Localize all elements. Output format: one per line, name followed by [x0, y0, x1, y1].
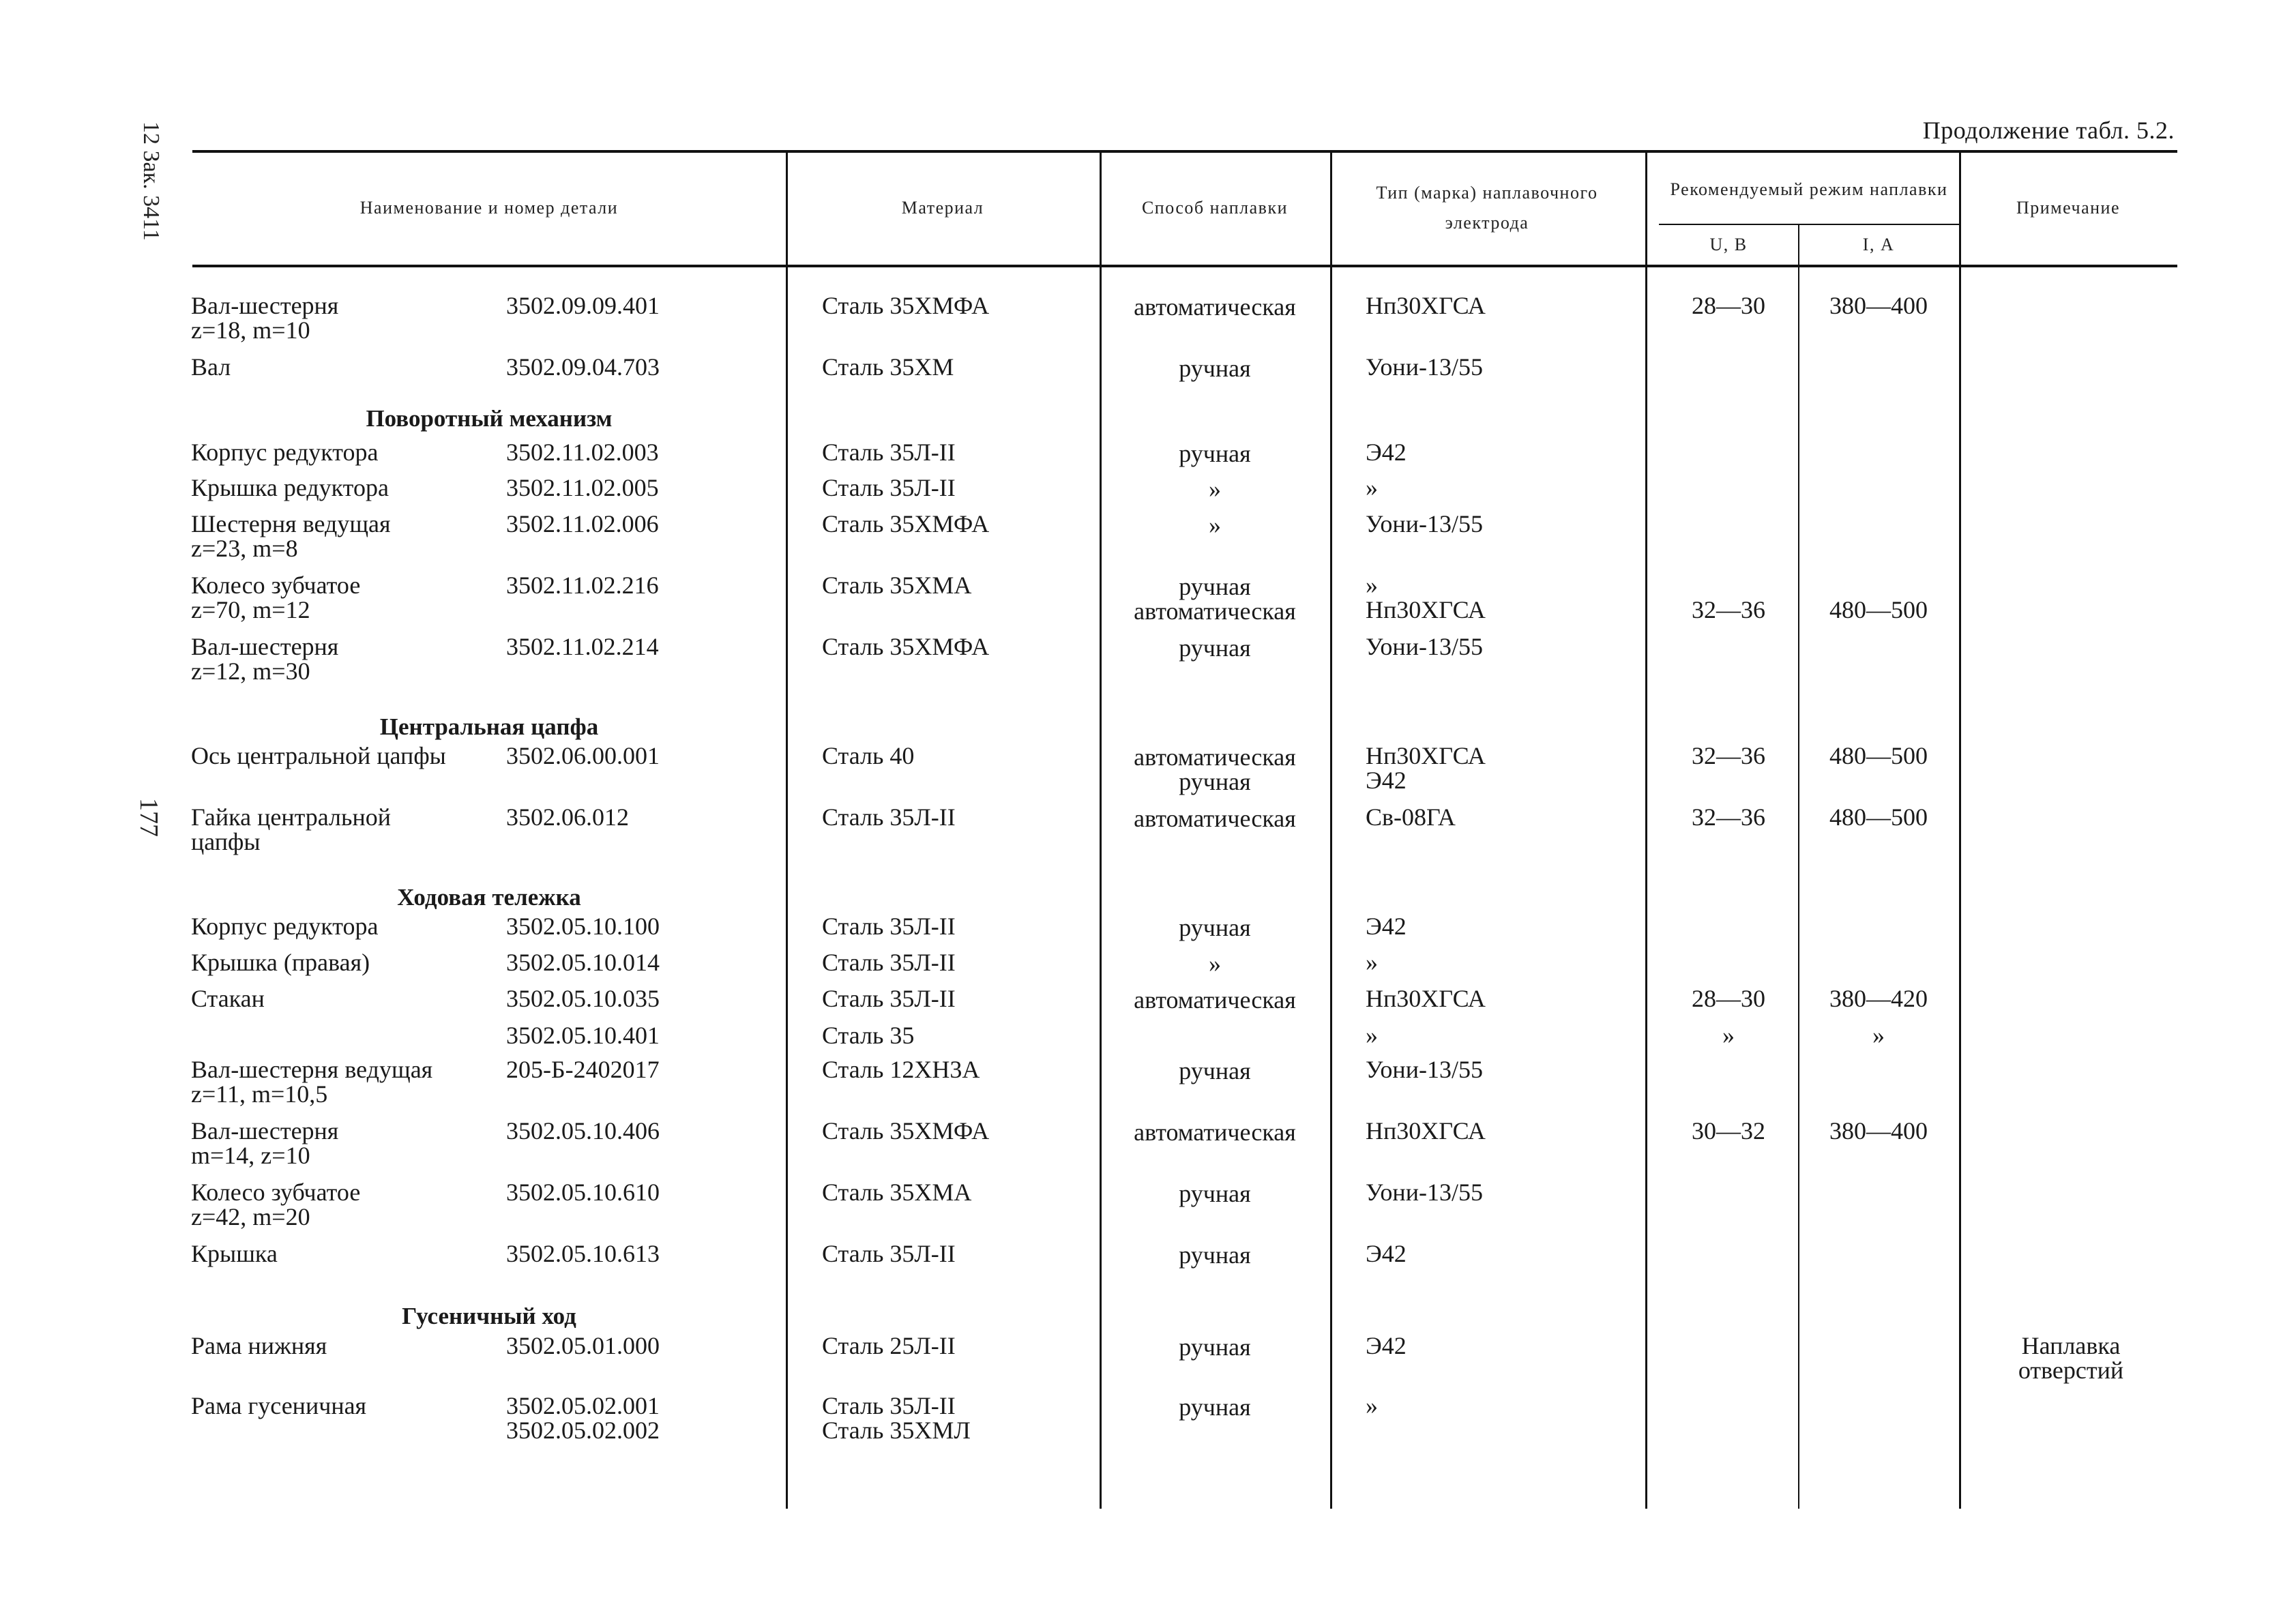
cell-part-number: 205-Б-2402017 — [506, 1056, 660, 1083]
cell-part-number: 3502.11.02.216 — [506, 572, 659, 599]
cell-name: Рама нижняя — [191, 1332, 327, 1359]
cell-meth: » — [1209, 512, 1221, 539]
cell-el: Уони-13/55 — [1366, 1179, 1483, 1206]
cell-mat: Сталь 35Л-II — [822, 949, 956, 976]
cell-mat: Сталь 35ХМФА — [822, 1117, 990, 1144]
cell-meth: ручная — [1179, 1241, 1251, 1269]
cell-part-number: 3502.05.01.000 — [506, 1332, 660, 1359]
cell-name: m=14, z=10 — [191, 1142, 310, 1169]
cell-mat: Сталь 35ХМА — [822, 572, 972, 599]
cell-meth: ручная — [1179, 1333, 1251, 1361]
cell-part-number: 3502.05.10.610 — [506, 1179, 660, 1206]
cell-u: 32—36 — [1692, 803, 1765, 831]
cell-mat: Сталь 35Л-II — [822, 1392, 956, 1419]
cell-part-number: 3502.05.10.401 — [506, 1022, 660, 1049]
cell-name: Колесо зубчатое — [191, 572, 361, 599]
cell-note: отверстий — [2018, 1357, 2124, 1384]
cell-mat: Сталь 35Л-II — [822, 474, 956, 501]
column-divider — [1798, 224, 1799, 1509]
cell-i: 380—400 — [1829, 1117, 1928, 1144]
page-number: 177 — [134, 798, 163, 837]
cell-meth: автоматическая — [1134, 1119, 1296, 1146]
cell-part-number: 3502.05.10.406 — [506, 1117, 660, 1144]
cell-i: 480—500 — [1829, 742, 1928, 769]
cell-meth: автоматическая — [1134, 805, 1296, 832]
cell-part-number: 3502.05.02.001 — [506, 1392, 660, 1419]
cell-i: 380—420 — [1829, 985, 1928, 1012]
cell-name: Корпус редуктора — [191, 913, 379, 940]
cell-u: 32—36 — [1692, 742, 1765, 769]
cell-el: Уони-13/55 — [1366, 1056, 1483, 1083]
cell-i: 380—400 — [1829, 292, 1928, 319]
header-method: Способ наплавки — [1141, 197, 1289, 218]
header-material: Материал — [901, 197, 984, 218]
cell-el: » — [1366, 474, 1378, 501]
cell-el: Нп30ХГСА — [1366, 292, 1486, 319]
column-divider — [1645, 150, 1647, 1509]
cell-name: Крышка редуктора — [191, 474, 389, 501]
cell-u: 28—30 — [1692, 292, 1765, 319]
cell-mat: Сталь 35ХМФА — [822, 292, 990, 319]
cell-name: z=23, m=8 — [191, 535, 298, 562]
cell-name: Шестерня ведущая — [191, 510, 391, 537]
header-mode: Рекомендуемый режим наплавки — [1670, 179, 1948, 199]
cell-meth: » — [1209, 475, 1221, 503]
cell-part-number: 3502.09.04.703 — [506, 353, 660, 381]
column-divider — [1959, 150, 1961, 1509]
cell-u: 28—30 — [1692, 985, 1765, 1012]
cell-mat: Сталь 35ХМФА — [822, 510, 990, 537]
cell-mat: Сталь 12ХН3А — [822, 1056, 980, 1083]
cell-name: z=18, m=10 — [191, 316, 310, 344]
cell-el: Нп30ХГСА — [1366, 1117, 1486, 1144]
cell-mat: Сталь 35Л-II — [822, 439, 956, 466]
cell-name: z=42, m=20 — [191, 1203, 310, 1230]
cell-el: Э42 — [1366, 767, 1407, 794]
cell-name: Рама гусеничная — [191, 1392, 367, 1419]
cell-part-number: 3502.05.10.035 — [506, 985, 660, 1012]
table-header-rule — [192, 265, 2177, 267]
cell-el: Нп30ХГСА — [1366, 985, 1486, 1012]
section-heading: Центральная цапфа — [379, 713, 599, 740]
cell-name: Вал — [191, 353, 231, 381]
cell-meth: автоматическая — [1134, 597, 1296, 625]
column-divider — [786, 150, 788, 1509]
cell-part-number: 3502.06.012 — [506, 803, 629, 831]
cell-name: Вал-шестерня — [191, 1117, 339, 1144]
cell-part-number: 3502.09.09.401 — [506, 292, 660, 319]
cell-meth: автоматическая — [1134, 293, 1296, 321]
cell-el: Св-08ГА — [1366, 803, 1456, 831]
cell-mat: Сталь 35ХМ — [822, 353, 954, 381]
cell-name: Крышка (правая) — [191, 949, 370, 976]
cell-el: Э42 — [1366, 1332, 1407, 1359]
cell-name: z=70, m=12 — [191, 596, 310, 623]
cell-el: Э42 — [1366, 1240, 1407, 1267]
sheet-margin-label: 12 Зак. 3411 — [138, 121, 164, 241]
cell-el: Э42 — [1366, 439, 1407, 466]
cell-i: 480—500 — [1829, 803, 1928, 831]
cell-mat: Сталь 35 — [822, 1022, 915, 1049]
cell-meth: ручная — [1179, 355, 1251, 382]
cell-meth: ручная — [1179, 634, 1251, 662]
cell-meth: ручная — [1179, 1393, 1251, 1421]
cell-mat: Сталь 35Л-II — [822, 985, 956, 1012]
cell-name: Вал-шестерня ведущая — [191, 1056, 433, 1083]
cell-mat: Сталь 35Л-II — [822, 1240, 956, 1267]
cell-mat: Сталь 35ХМА — [822, 1179, 972, 1206]
cell-mat: Сталь 35Л-II — [822, 913, 956, 940]
cell-mat: Сталь 40 — [822, 742, 915, 769]
header-name: Наименование и номер детали — [359, 197, 619, 218]
cell-meth: ручная — [1179, 440, 1251, 467]
cell-meth: ручная — [1179, 1180, 1251, 1207]
cell-name: Стакан — [191, 985, 265, 1012]
section-heading: Поворотный механизм — [366, 405, 613, 432]
cell-el: » — [1366, 1392, 1378, 1419]
cell-u: 30—32 — [1692, 1117, 1765, 1144]
cell-meth: автоматическая — [1134, 743, 1296, 771]
cell-el: Уони-13/55 — [1366, 353, 1483, 381]
cell-meth: автоматическая — [1134, 986, 1296, 1014]
cell-name: Вал-шестерня — [191, 292, 339, 319]
cell-meth: » — [1209, 950, 1221, 977]
cell-meth: ручная — [1179, 914, 1251, 941]
table-caption: Продолжение табл. 5.2. — [1922, 117, 2175, 144]
cell-i: 480—500 — [1829, 596, 1928, 623]
cell-part-number: 3502.11.02.006 — [506, 510, 659, 537]
cell-part-number: 3502.11.02.214 — [506, 633, 659, 660]
cell-mat: Сталь 35ХМФА — [822, 633, 990, 660]
cell-part-number: 3502.11.02.003 — [506, 439, 659, 466]
cell-meth: ручная — [1179, 768, 1251, 795]
cell-name: Вал-шестерня — [191, 633, 339, 660]
section-heading: Гусеничный ход — [402, 1303, 576, 1329]
header-voltage: U, В — [1709, 234, 1748, 254]
header-current: I, А — [1862, 234, 1895, 254]
cell-name: цапфы — [191, 828, 261, 855]
cell-note: Наплавка — [2021, 1332, 2121, 1359]
cell-el: » — [1366, 572, 1378, 599]
cell-mat: Сталь 25Л-II — [822, 1332, 956, 1359]
cell-name: z=11, m=10,5 — [191, 1080, 328, 1108]
cell-el: Э42 — [1366, 913, 1407, 940]
cell-name: Ось центральной цапфы — [191, 742, 446, 769]
cell-part-number: 3502.05.10.613 — [506, 1240, 660, 1267]
cell-u: » — [1722, 1022, 1735, 1049]
cell-name: Колесо зубчатое — [191, 1179, 361, 1206]
cell-name: Корпус редуктора — [191, 439, 379, 466]
cell-name: Гайка центральной — [191, 803, 391, 831]
cell-name: Крышка — [191, 1240, 278, 1267]
cell-part-number: 3502.05.10.100 — [506, 913, 660, 940]
cell-part-number: 3502.11.02.005 — [506, 474, 659, 501]
cell-u: 32—36 — [1692, 596, 1765, 623]
cell-el: » — [1366, 1022, 1378, 1049]
cell-meth: ручная — [1179, 1057, 1251, 1084]
column-divider — [1330, 150, 1332, 1509]
cell-part-number: 3502.05.10.014 — [506, 949, 660, 976]
cell-mat: Сталь 35Л-II — [822, 803, 956, 831]
cell-mat: Сталь 35ХМЛ — [822, 1417, 971, 1444]
cell-name: z=12, m=30 — [191, 657, 310, 685]
cell-el: Уони-13/55 — [1366, 510, 1483, 537]
cell-el: Нп30ХГСА — [1366, 596, 1486, 623]
header-electrode: Тип (марка) наплавочного электрода — [1376, 182, 1598, 233]
section-heading: Ходовая тележка — [397, 884, 581, 911]
cell-part-number: 3502.06.00.001 — [506, 742, 660, 769]
header-note: Примечание — [2016, 197, 2121, 218]
cell-part-number: 3502.05.02.002 — [506, 1417, 660, 1444]
cell-el: » — [1366, 949, 1378, 976]
cell-i: » — [1872, 1022, 1885, 1049]
cell-meth: ручная — [1179, 573, 1251, 600]
cell-el: Уони-13/55 — [1366, 633, 1483, 660]
cell-el: Нп30ХГСА — [1366, 742, 1486, 769]
